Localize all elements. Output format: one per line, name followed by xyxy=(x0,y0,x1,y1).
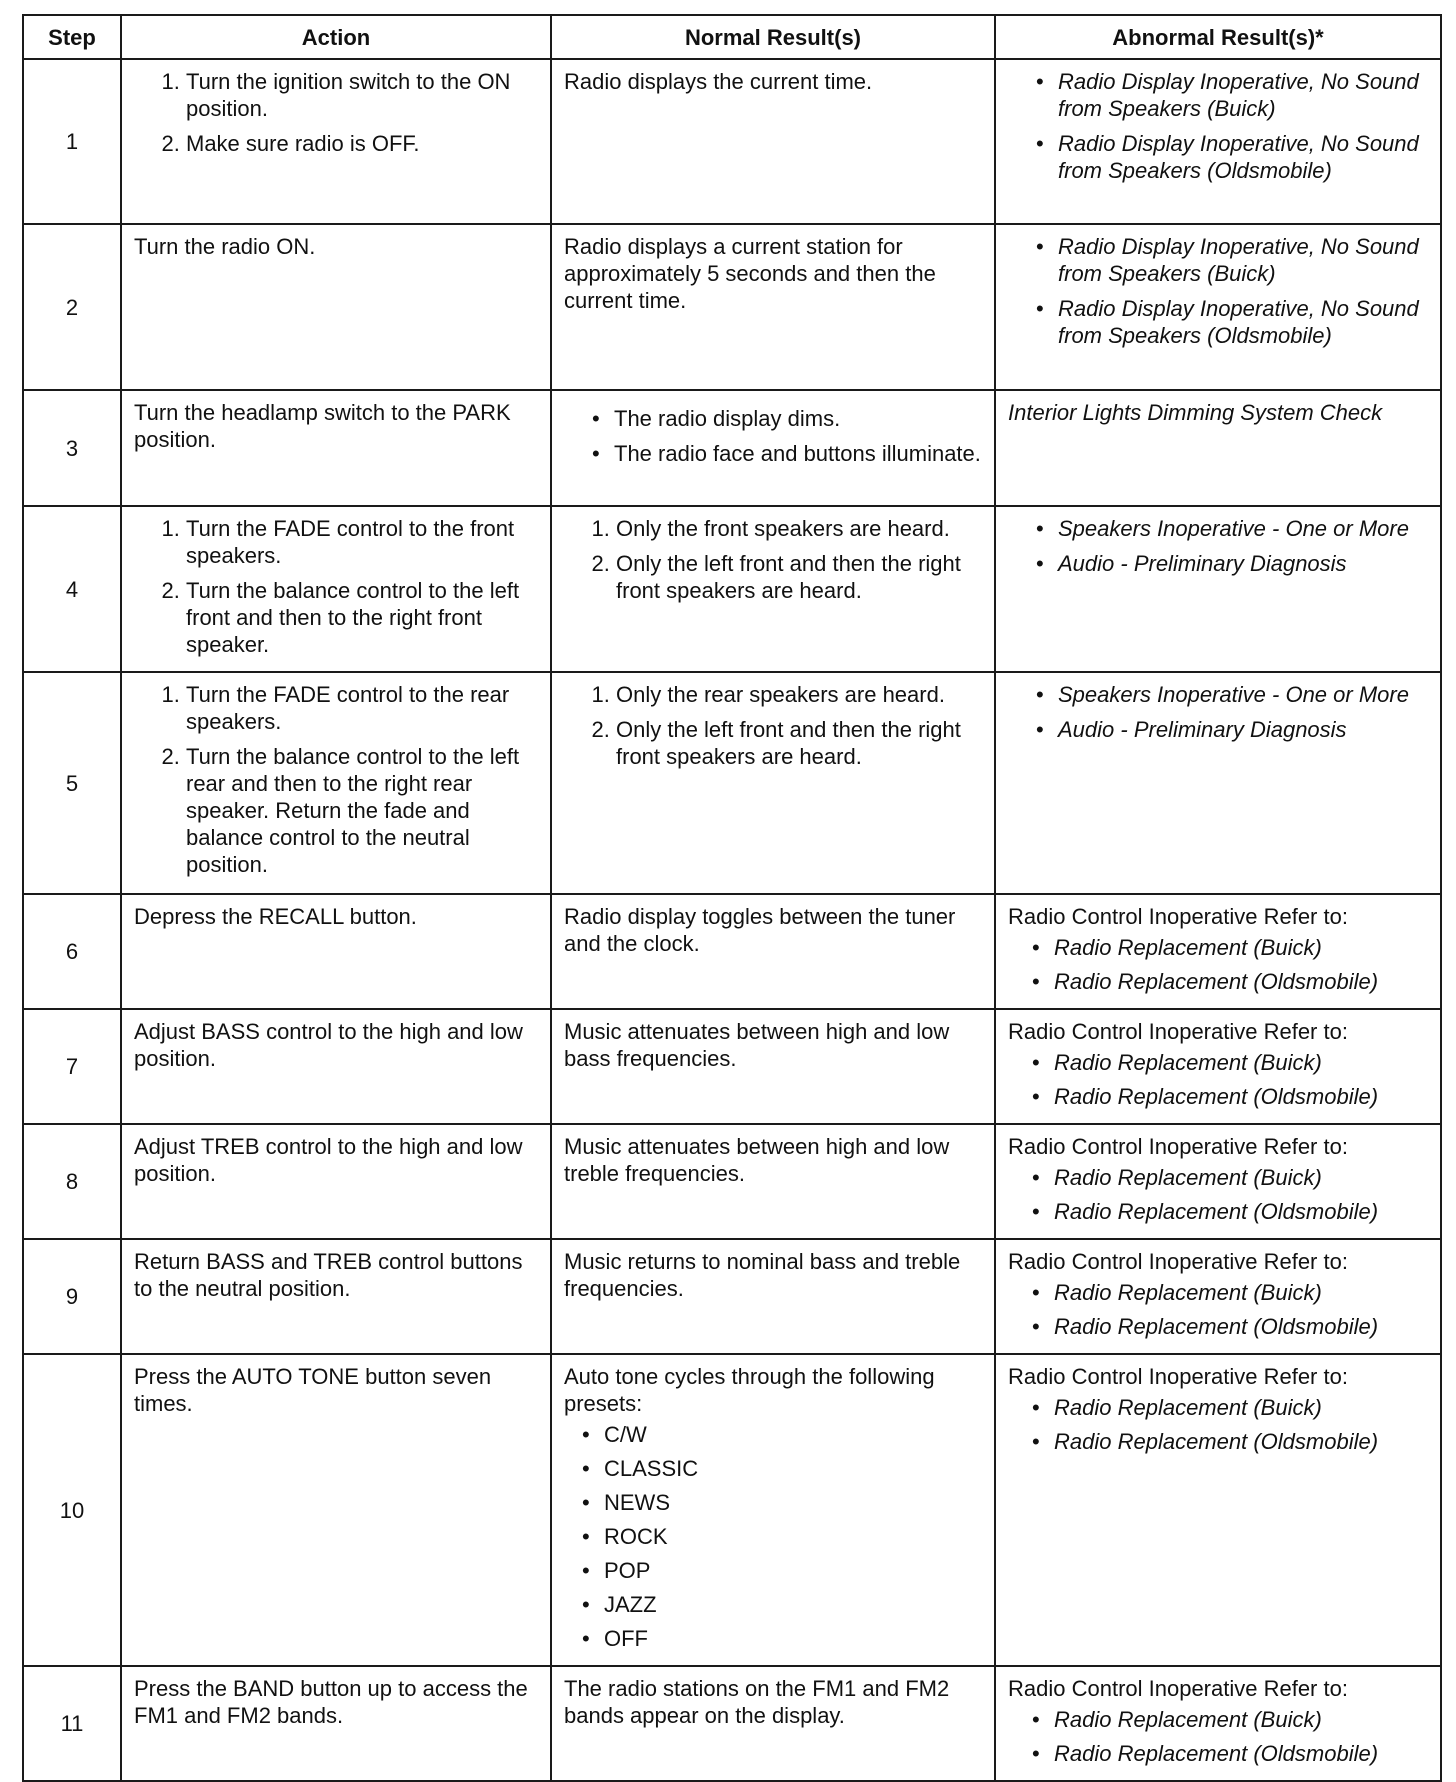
step-number: 2 xyxy=(23,224,121,390)
abnormal-intro: Radio Control Inoperative Refer to: xyxy=(1008,1249,1348,1274)
action-item: 1. Turn the FADE control to the front speakers. xyxy=(186,515,540,569)
table-row xyxy=(23,672,1441,894)
abnormal-item: • Speakers Inoperative - One or More xyxy=(1058,515,1430,542)
normal-item: 2. Only the left front and then the right front speakers are heard. xyxy=(616,550,984,604)
abnormal-item: • Radio Replacement (Buick) xyxy=(1054,1394,1430,1421)
step-number: 11 xyxy=(23,1666,121,1781)
action-text: Press the AUTO TONE button seven times. xyxy=(134,1364,492,1416)
abnormal-cell xyxy=(995,672,1441,894)
normal-cell xyxy=(551,224,995,390)
abnormal-cell xyxy=(995,1009,1441,1124)
action-cell xyxy=(121,894,551,1009)
action-text: Turn the headlamp switch to the PARK position. xyxy=(134,400,511,452)
normal-cell xyxy=(551,894,995,1009)
preset-item: • C/W xyxy=(604,1421,984,1448)
normal-text: Music attenuates between high and low treble frequencies. xyxy=(564,1134,950,1186)
preset-item: • OFF xyxy=(604,1625,984,1652)
step-number: 3 xyxy=(23,390,121,506)
normal-text: The radio stations on the FM1 and FM2 bands appear on the display. xyxy=(564,1676,950,1728)
normal-cell xyxy=(551,506,995,672)
table-row xyxy=(23,1354,1441,1666)
abnormal-cell xyxy=(995,894,1441,1009)
abnormal-item: • Radio Replacement (Buick) xyxy=(1054,1279,1430,1306)
table-row xyxy=(23,224,1441,390)
step-number: 10 xyxy=(23,1354,121,1666)
diagnostic-table xyxy=(22,14,1442,1782)
action-item: 1. Turn the ignition switch to the ON position. xyxy=(186,68,540,122)
abnormal-cell xyxy=(995,224,1441,390)
table-row xyxy=(23,1009,1441,1124)
action-cell xyxy=(121,1239,551,1354)
abnormal-cell xyxy=(995,1354,1441,1666)
action-text: Turn the radio ON. xyxy=(134,234,316,259)
normal-item: • The radio face and buttons illuminate. xyxy=(614,440,984,467)
normal-cell xyxy=(551,672,995,894)
abnormal-intro: Radio Control Inoperative Refer to: xyxy=(1008,1019,1348,1044)
normal-item: 1. Only the rear speakers are heard. xyxy=(616,681,984,708)
normal-item: 1. Only the front speakers are heard. xyxy=(616,515,984,542)
action-cell xyxy=(121,672,551,894)
step-number: 9 xyxy=(23,1239,121,1354)
action-text: Adjust BASS control to the high and low position. xyxy=(134,1019,523,1071)
action-cell xyxy=(121,1354,551,1666)
normal-item: 2. Only the left front and then the right front speakers are heard. xyxy=(616,716,984,770)
normal-cell xyxy=(551,1009,995,1124)
action-cell xyxy=(121,506,551,672)
normal-cell xyxy=(551,1239,995,1354)
abnormal-item: • Radio Display Inoperative, No Sound from Speakers (Buick) xyxy=(1058,233,1430,287)
normal-text: Radio display toggles between the tuner and the clock. xyxy=(564,904,956,956)
abnormal-item: • Audio - Preliminary Diagnosis xyxy=(1058,550,1430,577)
header-row xyxy=(23,15,1441,59)
normal-cell xyxy=(551,1666,995,1781)
step-number: 5 xyxy=(23,672,121,894)
normal-text: Auto tone cycles through the following presets: xyxy=(564,1364,935,1416)
action-text: Return BASS and TREB control buttons to the neutral position. xyxy=(134,1249,523,1301)
step-number: 4 xyxy=(23,506,121,672)
table-row xyxy=(23,1239,1441,1354)
abnormal-item: • Audio - Preliminary Diagnosis xyxy=(1058,716,1430,743)
normal-cell xyxy=(551,59,995,224)
action-cell xyxy=(121,59,551,224)
table-row xyxy=(23,390,1441,506)
preset-item: • JAZZ xyxy=(604,1591,984,1618)
normal-cell xyxy=(551,1124,995,1239)
preset-item: • ROCK xyxy=(604,1523,984,1550)
abnormal-cell xyxy=(995,1239,1441,1354)
abnormal-item: • Radio Display Inoperative, No Sound from Speakers (Buick) xyxy=(1058,68,1430,122)
action-cell xyxy=(121,1124,551,1239)
step-number: 8 xyxy=(23,1124,121,1239)
header-abnormal: Abnormal Result(s)* xyxy=(995,15,1441,59)
abnormal-item: • Radio Replacement (Buick) xyxy=(1054,934,1430,961)
table-row xyxy=(23,1666,1441,1781)
abnormal-item: • Radio Replacement (Buick) xyxy=(1054,1706,1430,1733)
abnormal-item: • Radio Replacement (Oldsmobile) xyxy=(1054,1740,1430,1767)
abnormal-item: • Radio Replacement (Buick) xyxy=(1054,1049,1430,1076)
abnormal-intro: Radio Control Inoperative Refer to: xyxy=(1008,1134,1348,1159)
abnormal-item: • Radio Display Inoperative, No Sound from Speakers (Oldsmobile) xyxy=(1058,130,1430,184)
preset-item: • CLASSIC xyxy=(604,1455,984,1482)
abnormal-item: • Radio Replacement (Oldsmobile) xyxy=(1054,1083,1430,1110)
action-item: 2. Turn the balance control to the left front and then to the right front speaker. xyxy=(186,577,540,658)
abnormal-cell xyxy=(995,59,1441,224)
table-row xyxy=(23,506,1441,672)
abnormal-item: • Speakers Inoperative - One or More xyxy=(1058,681,1430,708)
action-cell xyxy=(121,1009,551,1124)
abnormal-intro: Radio Control Inoperative Refer to: xyxy=(1008,904,1348,929)
abnormal-cell xyxy=(995,1124,1441,1239)
normal-text: Music returns to nominal bass and treble frequencies. xyxy=(564,1249,961,1301)
header-normal: Normal Result(s) xyxy=(551,15,995,59)
normal-cell xyxy=(551,1354,995,1666)
normal-text: Radio displays a current station for approximately 5 seconds and then the current time. xyxy=(564,234,936,313)
abnormal-item: • Radio Replacement (Oldsmobile) xyxy=(1054,1428,1430,1455)
header-step: Step xyxy=(23,15,121,59)
step-number: 7 xyxy=(23,1009,121,1124)
action-text: Adjust TREB control to the high and low position. xyxy=(134,1134,523,1186)
header-action: Action xyxy=(121,15,551,59)
abnormal-item: • Radio Replacement (Oldsmobile) xyxy=(1054,968,1430,995)
action-cell xyxy=(121,224,551,390)
abnormal-intro: Radio Control Inoperative Refer to: xyxy=(1008,1364,1348,1389)
abnormal-intro: Radio Control Inoperative Refer to: xyxy=(1008,1676,1348,1701)
abnormal-item: • Radio Display Inoperative, No Sound from Speakers (Oldsmobile) xyxy=(1058,295,1430,349)
abnormal-item: • Radio Replacement (Oldsmobile) xyxy=(1054,1313,1430,1340)
abnormal-item: • Radio Replacement (Oldsmobile) xyxy=(1054,1198,1430,1225)
preset-item: • NEWS xyxy=(604,1489,984,1516)
action-text: Depress the RECALL button. xyxy=(134,904,417,929)
abnormal-cell xyxy=(995,1666,1441,1781)
normal-item: • The radio display dims. xyxy=(614,405,984,432)
action-text: Press the BAND button up to access the FM1 and FM2 bands. xyxy=(134,1676,528,1728)
table-row xyxy=(23,1124,1441,1239)
abnormal-cell xyxy=(995,506,1441,672)
action-cell xyxy=(121,390,551,506)
table-row xyxy=(23,894,1441,1009)
abnormal-item: • Radio Replacement (Buick) xyxy=(1054,1164,1430,1191)
action-cell xyxy=(121,1666,551,1781)
abnormal-cell xyxy=(995,390,1441,506)
normal-text: Music attenuates between high and low bass frequencies. xyxy=(564,1019,950,1071)
normal-text: Radio displays the current time. xyxy=(564,69,873,94)
normal-cell xyxy=(551,390,995,506)
step-number: 6 xyxy=(23,894,121,1009)
preset-item: • POP xyxy=(604,1557,984,1584)
action-item: 2. Make sure radio is OFF. xyxy=(186,130,540,157)
table-row xyxy=(23,59,1441,224)
step-number: 1 xyxy=(23,59,121,224)
abnormal-text: Interior Lights Dimming System Check xyxy=(1008,400,1383,425)
action-item: 2. Turn the balance control to the left rear and then to the right rear speaker. Return the fade and balance control to the neutral position. xyxy=(186,743,540,878)
action-item: 1. Turn the FADE control to the rear speakers. xyxy=(186,681,540,735)
